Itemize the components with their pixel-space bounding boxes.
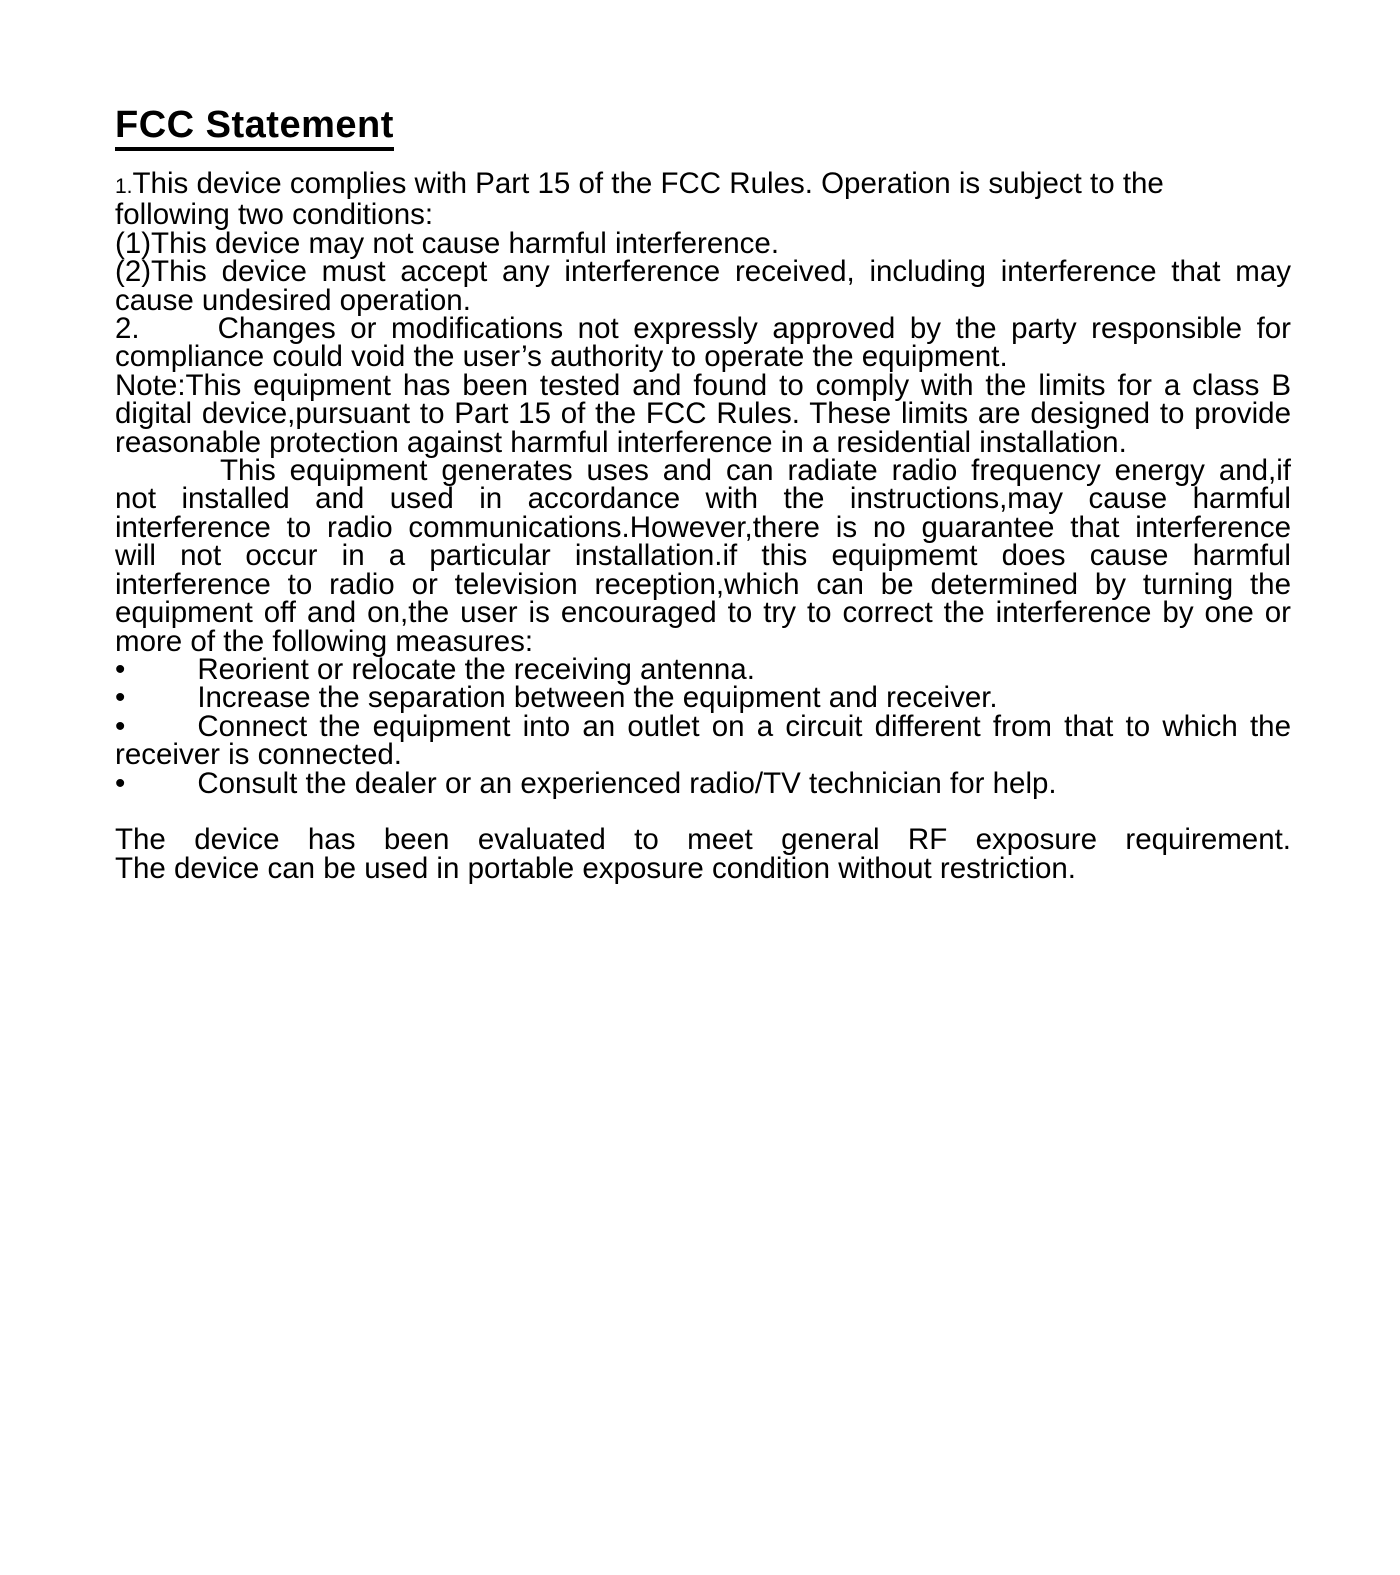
line-text: Consult the dealer or an experienced radio/TV technician for help. [197,766,1057,800]
tab-spacer [125,735,197,736]
doc-line: Note:This equipment has been tested and found to comply with the limits for a class B [115,368,1291,402]
doc-line: reasonable protection against harmful interference in a residential installation. [115,425,1127,459]
line-text: Connect the equipment into an outlet on a circuit different from that to which the [197,709,1291,743]
line-text: Reorient or relocate the receiving antenna. [197,652,755,686]
tab-spacer [125,792,197,793]
doc-line: more of the following measures: [115,624,534,658]
bullet-icon: • [115,766,126,800]
line-text: Increase the separation between the equipment and receiver. [197,681,998,715]
paragraph-condition-1 [115,226,1291,260]
bullet-list [115,652,1291,800]
doc-line: cause undesired operation. [115,283,471,317]
paragraph-note [115,368,1291,459]
bullet-item [115,709,1291,743]
doc-line: The device can be used in portable exposure condition without restriction. [115,851,1076,885]
paragraph-rf-exposure [115,823,1291,885]
doc-line: equipment off and on,the user is encouraged to try to correct the interference by one or [115,596,1291,630]
doc-line: following two conditions: [115,198,434,232]
doc-line [115,312,1291,346]
doc-line: will not occur in a particular installation.if this equipmemt does cause harmful [115,539,1291,573]
document-content [115,106,1291,883]
bullet-icon: • [115,681,126,715]
list-number: 1. [115,175,133,198]
doc-line: receiver is connected. [115,738,402,772]
paragraph-interference [115,454,1291,658]
doc-line: not installed and used in accordance with the instructions,may cause harmful [115,482,1291,516]
doc-line: The device has been evaluated to meet general RF exposure requirement. [115,823,1291,857]
tab-spacer [125,706,197,707]
doc-line: interference to radio communications.However,there is no guarantee that interference [115,510,1291,544]
doc-line: interference to radio or television reception,which can be determined by turning the [115,567,1291,601]
bullet-item [115,652,1291,686]
doc-line: digital device,pursuant to Part 15 of the FCC Rules. These limits are designed to provide [115,397,1291,431]
line-text: Changes or modifications not expressly approved by the party responsible for [217,312,1291,346]
bullet-icon: • [115,652,126,686]
list-number: 2. [115,312,140,346]
tab-spacer [140,337,218,338]
paragraph-modifications [115,312,1291,374]
doc-line: (2)This device must accept any interference received, including interference that may [115,255,1291,289]
doc-line: This equipment generates uses and can radiate radio frequency energy and,if [220,454,1291,488]
bullet-icon: • [115,709,126,743]
paragraph-conditions-intro [115,167,1291,232]
paragraph-condition-2 [115,255,1291,317]
doc-line [115,167,1291,201]
document-body [115,167,1291,885]
line-text: This device complies with Part 15 of the FCC Rules. Operation is subject to the [132,167,1164,200]
doc-line: (1)This device may not cause harmful interference. [115,226,780,260]
bullet-item [115,766,1291,800]
doc-line: compliance could void the user’s authority to operate the equipment. [115,340,1008,374]
tab-spacer [125,678,197,679]
bullet-item [115,681,1291,715]
document-title: FCC Statement [115,106,394,151]
